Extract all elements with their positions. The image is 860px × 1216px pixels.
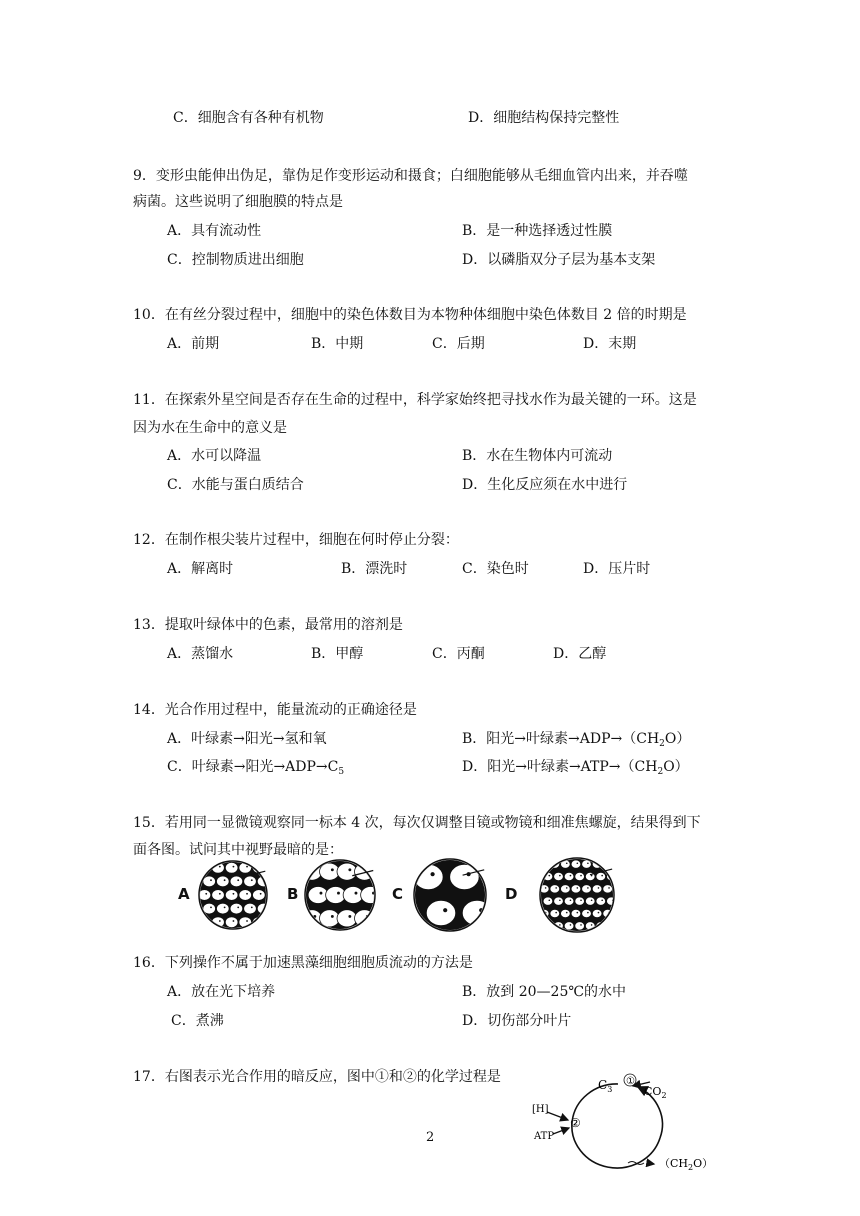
q11-option-c: C．水能与蛋白质结合 bbox=[167, 477, 304, 493]
cell bbox=[554, 872, 564, 880]
cell bbox=[582, 885, 592, 893]
q17-dark-reaction-diagram bbox=[520, 1068, 720, 1178]
q9-option-d: D．以磷脂双分子层为基本支架 bbox=[462, 252, 656, 268]
q10-stem: 10．在有丝分裂过程中，细胞中的染色体数目为本物种体细胞中染色体数目 2 倍的时期是 bbox=[133, 307, 687, 323]
cell bbox=[361, 886, 381, 903]
q11-option-d: D．生化反应须在水中进行 bbox=[462, 477, 628, 493]
q16-stem: 16．下列操作不属于加速黑藻细胞细胞质流动的方法是 bbox=[133, 955, 473, 971]
q14-option-c: C．叶绿素→阳光$\to ADP\to C_5$ bbox=[167, 759, 345, 777]
q12-option-b: B．漂洗时 bbox=[341, 561, 408, 577]
cell bbox=[592, 909, 602, 917]
cell bbox=[603, 885, 613, 893]
cell bbox=[596, 872, 606, 880]
q9-option-c: C．控制物质进出细胞 bbox=[167, 252, 304, 268]
q14-option-a: A．叶绿素→阳光→氢和氧 bbox=[167, 731, 327, 747]
q16-option-a: A．放在光下培养 bbox=[167, 984, 276, 1000]
microscope-field-b bbox=[302, 860, 381, 930]
page-number: 2 bbox=[426, 1130, 435, 1145]
q15-figure-label-a: A bbox=[178, 885, 190, 903]
h-label: [H] bbox=[532, 1104, 549, 1115]
cell bbox=[225, 917, 238, 928]
q10-option-a: A．前期 bbox=[167, 336, 220, 352]
cell bbox=[564, 922, 574, 930]
microscope-field-c bbox=[414, 859, 492, 931]
cell bbox=[592, 885, 602, 893]
cell bbox=[582, 909, 592, 917]
cell bbox=[244, 876, 257, 887]
cell bbox=[337, 910, 357, 927]
cell bbox=[564, 897, 574, 905]
q11-stem-line1: 11．在探索外星空间是否存在生命的过程中，科学家始终把寻找水作为最关键的一环。这是 bbox=[133, 392, 697, 408]
q14-option-b: B．阳光→叶绿素$\to ADP\to(CH_2O)$ bbox=[462, 731, 691, 749]
cell bbox=[462, 900, 491, 925]
q13-option-b: B．甲醇 bbox=[311, 646, 364, 662]
atp-label: ATP bbox=[534, 1131, 555, 1142]
q11-option-b: B．水在生物体内可流动 bbox=[462, 448, 613, 464]
co2-label: $CO_2$ bbox=[644, 1085, 667, 1100]
q11-option-a: A．水可以降温 bbox=[167, 448, 262, 464]
cell bbox=[326, 886, 346, 903]
cell bbox=[564, 872, 574, 880]
q16-option-c: C．煮沸 bbox=[171, 1013, 224, 1029]
q13-option-c: C．丙酮 bbox=[432, 646, 485, 662]
cell bbox=[426, 900, 455, 925]
cell bbox=[239, 890, 252, 901]
cell bbox=[539, 860, 549, 868]
q14-stem: 14．光合作用过程中，能量流动的正确途径是 bbox=[133, 702, 417, 718]
cell bbox=[302, 910, 322, 927]
cell bbox=[571, 909, 581, 917]
cell bbox=[230, 903, 243, 914]
q13-option-d: D．乙醇 bbox=[553, 646, 607, 662]
c3-label: $C_3$ bbox=[598, 1078, 613, 1094]
q9-option-a: A．具有流动性 bbox=[167, 223, 262, 239]
q15-figure-label-b: B bbox=[287, 885, 299, 903]
cell bbox=[585, 897, 595, 905]
q9-option-b: B．是一种选择透过性膜 bbox=[462, 223, 613, 239]
cell bbox=[543, 897, 553, 905]
cell bbox=[575, 897, 585, 905]
q15-stem-line2: 面各图。试问其中视野最暗的是： bbox=[133, 842, 343, 858]
cell bbox=[225, 890, 238, 901]
q16-option-d: D．切伤部分叶片 bbox=[462, 1013, 572, 1029]
q12-option-d: D．压片时 bbox=[583, 561, 651, 577]
cell bbox=[217, 876, 230, 887]
microscope-field-d bbox=[539, 858, 616, 932]
q10-option-d: D．末期 bbox=[583, 336, 637, 352]
step-one-label: ① bbox=[626, 1076, 635, 1087]
cell bbox=[543, 922, 553, 930]
atp-arrow bbox=[553, 1128, 569, 1134]
cell bbox=[225, 862, 238, 873]
q8-option-c: C．细胞含有各种有机物 bbox=[173, 110, 324, 126]
cell bbox=[343, 886, 363, 903]
cell bbox=[571, 860, 581, 868]
q16-option-b: B．放到 20—25℃的水中 bbox=[462, 984, 627, 1000]
cell bbox=[554, 897, 564, 905]
step-two-label: ② bbox=[570, 1116, 581, 1130]
q12-stem: 12．在制作根尖装片过程中，细胞在何时停止分裂： bbox=[133, 532, 459, 548]
q13-stem: 13．提取叶绿体中的色素，最常用的溶剂是 bbox=[133, 617, 403, 633]
cell bbox=[550, 885, 560, 893]
cell bbox=[253, 890, 266, 901]
q14-option-d: D．阳光→叶绿素$\to ATP\to(CH_2O)$ bbox=[462, 759, 689, 777]
cell bbox=[575, 872, 585, 880]
ch2o-label: $(CH_2O)$ bbox=[659, 1157, 714, 1172]
cell bbox=[603, 860, 613, 868]
cell bbox=[575, 922, 585, 930]
cell bbox=[561, 909, 571, 917]
cell bbox=[302, 863, 322, 880]
cell bbox=[230, 876, 243, 887]
cell bbox=[337, 863, 357, 880]
q8-option-d: D．细胞结构保持完整性 bbox=[468, 110, 620, 126]
ch2o-arrow bbox=[648, 1163, 654, 1164]
cell bbox=[550, 909, 560, 917]
cell bbox=[244, 903, 257, 914]
q15-figure-label-d: D bbox=[505, 885, 518, 903]
h-arrow bbox=[547, 1112, 568, 1120]
cell bbox=[308, 886, 328, 903]
q13-option-a: A．蒸馏水 bbox=[167, 646, 234, 662]
q12-option-c: C．染色时 bbox=[462, 561, 529, 577]
q15-figure-label-c: C bbox=[392, 885, 404, 903]
q17-stem: 17．右图表示光合作用的暗反应，图中①和②的化学过程是 bbox=[133, 1069, 501, 1085]
cell bbox=[571, 885, 581, 893]
q9-stem-line1: 9．变形虫能伸出伪足，靠伪足作变形运动和摄食；白细胞能够从毛细血管内出来，并吞噬 bbox=[133, 168, 688, 184]
cell bbox=[596, 897, 606, 905]
microscope-field-a bbox=[198, 861, 270, 929]
cell bbox=[212, 890, 225, 901]
q15-stem-line1: 15．若用同一显微镜观察同一标本 4 次，每次仅调整目镜或物镜和细准焦螺旋，结果得到下 bbox=[133, 815, 701, 831]
cell bbox=[561, 885, 571, 893]
cell bbox=[607, 922, 617, 930]
q10-option-b: B．中期 bbox=[311, 336, 364, 352]
q10-option-c: C．后期 bbox=[432, 336, 485, 352]
cell bbox=[217, 903, 230, 914]
q9-stem-line2: 病菌。这些说明了细胞膜的特点是 bbox=[133, 194, 343, 210]
cell bbox=[607, 897, 617, 905]
q12-option-a: A．解离时 bbox=[167, 561, 234, 577]
q11-stem-line2: 因为水在生命中的意义是 bbox=[133, 420, 287, 436]
